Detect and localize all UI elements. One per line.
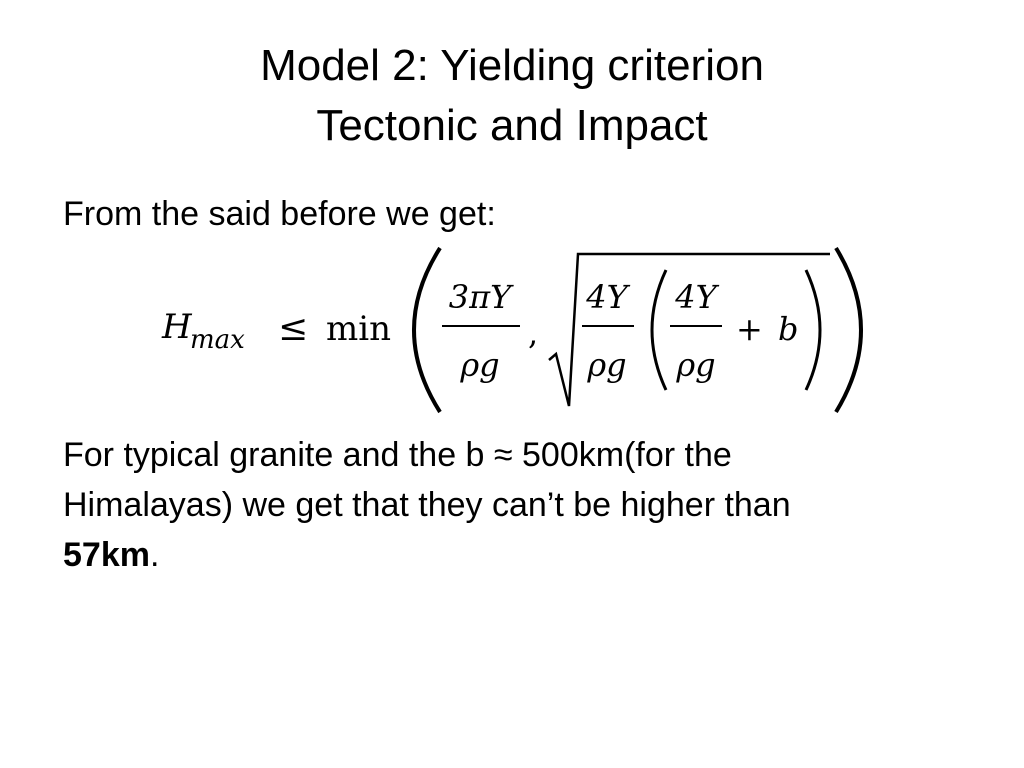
big-right-paren [836, 248, 861, 412]
term2-denominator: ρg [587, 346, 627, 384]
formula-relation: ≤ [278, 308, 309, 349]
paragraph-line-3 [63, 530, 993, 580]
formula-plus: + [736, 310, 763, 348]
term1-denominator: ρg [460, 346, 500, 384]
term1-numerator: 3πY [448, 278, 512, 316]
formula [0, 240, 1024, 420]
term2-numerator: 4Y [586, 278, 628, 316]
slide-title [0, 36, 1024, 156]
formula-separator: , [528, 314, 539, 352]
inner-left-paren [652, 270, 666, 390]
result-value: 57km [63, 536, 150, 574]
formula-lhs-subscript: max [190, 325, 245, 355]
paragraph-line-2: Himalayas) we get that they can’t be higher than [63, 486, 791, 524]
paragraph-line-1: For typical granite and the b ≈ 500km(for the [63, 436, 732, 474]
formula-operator: min [326, 309, 392, 349]
title-line-2: Tectonic and Impact [316, 101, 708, 150]
formula-b: b [778, 310, 799, 348]
term3-numerator: 4Y [675, 278, 717, 316]
formula-graphic [0, 240, 1024, 420]
result-punct: . [149, 536, 160, 574]
title-line-1: Model 2: Yielding criterion [260, 41, 764, 90]
formula-lhs-base: H [162, 307, 192, 347]
intro-text: From the said before we get: [63, 195, 496, 233]
term3-denominator: ρg [676, 346, 716, 384]
conclusion-paragraph [63, 430, 993, 580]
big-left-paren [414, 248, 440, 412]
inner-right-paren [806, 270, 820, 390]
